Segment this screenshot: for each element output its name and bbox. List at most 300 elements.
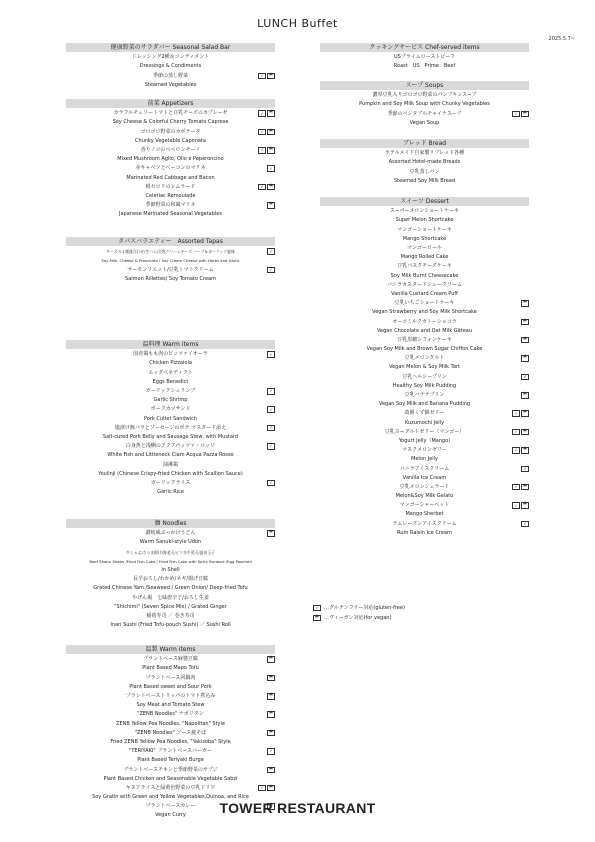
menu-item (320, 483, 529, 492)
menu-item-label: Vegan Soy Milk and Brown Sugar Chiffon Cake (366, 346, 483, 353)
menu-item-label: Mango Sherbet (405, 511, 444, 518)
menu-item-label: マンゴーショートケーキ (397, 226, 452, 233)
menu-item (66, 174, 275, 183)
menu-item-label: マンゴーシャーベット (399, 502, 450, 509)
menu-item (66, 488, 275, 497)
menu-item (320, 520, 529, 529)
menu-item-label: Vanilla Ice Cream (402, 474, 447, 481)
vegan-icon (521, 410, 529, 417)
menu-item (66, 62, 275, 71)
gluten-free-icon (258, 147, 266, 154)
menu-item-label: Beef Shabu Shabu /Fried Fish Cake / Fried Fish Cake with Spicy Burdock /Egg Poached (89, 558, 252, 564)
section-heading: 麺 Noodles (66, 519, 275, 528)
menu-item (66, 146, 275, 155)
menu-item-label: Garlic Rice (157, 489, 184, 496)
menu-item-label: 葛餅くず餅ゼリー (404, 410, 445, 417)
gluten-free-icon (258, 73, 266, 80)
menu-item (320, 168, 529, 177)
diet-icons (521, 319, 529, 326)
menu-item-label: ポークカツサンド (150, 406, 191, 413)
menu-item-label: Eggs Benedict (152, 378, 189, 385)
menu-item (66, 72, 275, 81)
legend-label: …グルテンフリー対応(gluten-free) (324, 605, 405, 611)
menu-item-label: 豆乳いちごショートケーキ (394, 300, 455, 307)
menu-item-label: プラントベースカレー (145, 803, 196, 810)
menu-section (66, 519, 275, 630)
menu-item-label: 季節の蒸し野菜 (152, 72, 188, 79)
menu-item (320, 363, 529, 372)
menu-item (320, 158, 529, 167)
section-heading: 温製 Warm items (66, 645, 275, 654)
menu-item (320, 299, 529, 308)
menu-item (66, 461, 275, 470)
menu-item-label: USプライムローストビーフ (394, 54, 455, 61)
menu-item-label: 豆乳蒸しパン (409, 168, 440, 175)
menu-item (320, 177, 529, 186)
gluten-free-icon (512, 502, 520, 509)
vegan-icon (521, 337, 529, 344)
menu-item (320, 318, 529, 327)
diet-icons (267, 730, 275, 737)
diet-icons (512, 502, 529, 509)
menu-item (66, 538, 275, 547)
vegan-icon (267, 656, 275, 663)
menu-item-label: マンゴーロール (407, 245, 442, 252)
menu-item (66, 557, 275, 566)
menu-item (320, 290, 529, 299)
vegan-icon (267, 147, 275, 154)
menu-item-label: Soy Gratin with Green and Yellow Vegetables,Quinoa, and Rice (92, 794, 249, 801)
menu-item-label: Vegan Strawberry and Soy Milk Shortcake (372, 309, 477, 316)
menu-item (66, 756, 275, 765)
menu-item (66, 210, 275, 219)
gluten-free-icon (521, 521, 529, 528)
diet-legend (313, 603, 405, 623)
gluten-free-icon (512, 484, 520, 491)
menu-item-label: ラムレーズンアイスクリーム (392, 520, 457, 527)
gluten-free-icon (512, 410, 520, 417)
menu-item (66, 451, 275, 460)
menu-item-label: チーズの４種盛合わせ/生ハム/豆乳クリームチーズ ハーブ＆ガーリック風味 (106, 249, 235, 255)
menu-item (66, 479, 275, 488)
menu-item (320, 244, 529, 253)
menu-item-label: 季節野菜の和風マリネ (145, 202, 196, 209)
section-heading: 温料理 Warm items (66, 340, 275, 349)
menu-item-label: 豆乳黒糖シフォンケーキ (397, 336, 452, 343)
diet-icons (267, 675, 275, 682)
menu-item-label: Mixed Mushroom Aglio, Olio e Peperoncino (117, 156, 224, 163)
menu-item-label: Mango Rolled Cake (400, 254, 449, 261)
menu-item-label: Mango Shortcake (402, 235, 447, 242)
menu-item (320, 354, 529, 363)
menu-item-label: 濃厚豆乳入りゴロゴロ野菜のパンプキンスープ (372, 92, 477, 99)
menu-item-label: Roast US Prime Beef (393, 63, 456, 70)
menu-item-label: Grated Chinese Yam /Seaweed / Green Onion/ Deep-fried Tofu (93, 585, 248, 592)
menu-item (320, 465, 529, 474)
menu-item-label: キヌアライスと緑黄色野菜の豆乳ドリア (125, 784, 216, 791)
menu-item (320, 437, 529, 446)
gluten-free-icon (258, 129, 266, 136)
menu-item-label: バニラアイスクリーム (399, 465, 450, 472)
diet-icons (521, 337, 529, 344)
menu-item (320, 409, 529, 418)
gluten-free-icon (267, 388, 275, 395)
menu-item-label: ガーリックシュリンプ (145, 388, 196, 395)
menu-item (320, 492, 529, 501)
menu-section (320, 139, 529, 186)
vegan-icon (267, 530, 275, 537)
menu-item (66, 109, 275, 118)
menu-item (66, 164, 275, 173)
gluten-free-icon (512, 111, 520, 118)
diet-icons (267, 480, 275, 487)
menu-item (66, 674, 275, 683)
menu-item (66, 575, 275, 584)
menu-item (66, 664, 275, 673)
menu-item-label: Plant Based Chicken and Seasonable Vegetable Sabzi (103, 775, 238, 782)
menu-item (66, 655, 275, 664)
menu-item-label: カラフルチェリートマトと豆乳チーズのカプレーゼ (113, 110, 228, 117)
menu-item (66, 747, 275, 756)
menu-item (66, 369, 275, 378)
menu-item (320, 382, 529, 391)
menu-item-label: マスクメロンゼリー (402, 447, 447, 454)
diet-icons (521, 392, 529, 399)
menu-item (66, 766, 275, 775)
menu-item-label: 豆乳バナナプリン (404, 392, 445, 399)
diet-icons (267, 767, 275, 774)
menu-item (320, 308, 529, 317)
menu-item (320, 235, 529, 244)
menu-item (66, 275, 275, 284)
vegan-icon (313, 615, 321, 622)
gluten-free-icon (267, 425, 275, 432)
menu-item (66, 387, 275, 396)
gluten-free-icon (267, 267, 275, 274)
menu-item-label: 豆乳ヨーグルトゼリー（マンゴー） (384, 428, 465, 435)
menu-item-label: 根セロリのレムラード (145, 183, 196, 190)
menu-section (66, 340, 275, 497)
menu-item-label: Plant Based Teriyaki Burge (137, 757, 204, 764)
menu-item (66, 692, 275, 701)
menu-item-label: Soy Milk Burnt Cheesecake (390, 272, 459, 279)
menu-date: 2025.5.7~ (548, 36, 575, 42)
menu-item-label: Youlinji (Chinese Crispy-fried Chicken with Scallion Sauce) (98, 470, 243, 477)
gluten-free-icon (267, 248, 275, 255)
menu-item-label: 讃岐風ぶっかけうどん (145, 530, 196, 537)
menu-item (66, 405, 275, 414)
diet-icons (512, 429, 529, 436)
menu-item-label: Soy Cheese & Colorful Cherry Tomato Caprese (112, 119, 229, 126)
menu-item (320, 428, 529, 437)
section-heading: タパスバラエティー Assorted Tapas (66, 237, 275, 246)
menu-item (66, 128, 275, 137)
menu-item-label: Vegan Chocolate and Oat Milk Gâteau (376, 327, 473, 334)
menu-item (66, 594, 275, 603)
diet-icons (521, 300, 529, 307)
menu-item (66, 192, 275, 201)
section-heading: 健康野菜のサラダバー Seasonal Salad Bar (66, 43, 275, 52)
menu-item (320, 207, 529, 216)
menu-item (66, 256, 275, 265)
section-heading: クッキングサービス Chef-served items (320, 43, 529, 52)
vegan-icon (521, 300, 529, 307)
menu-section (66, 645, 275, 821)
menu-item-label: 豆乳バスクチーズケーキ (397, 263, 452, 270)
gluten-free-icon (512, 429, 520, 436)
menu-item-label: 豆乳ヘルシープリン (402, 373, 447, 380)
menu-item-label: プラントベース麻婆豆腐 (143, 656, 198, 663)
diet-icons (258, 129, 275, 136)
menu-item (66, 529, 275, 538)
diet-icons (512, 410, 529, 417)
menu-item-label: Steamed Soy Milk Bread (393, 177, 456, 184)
vegan-icon (267, 202, 275, 209)
diet-icons (258, 184, 275, 191)
menu-item-label: Japanese Marinated Seasonal Vegetables (119, 211, 222, 218)
menu-section (66, 99, 275, 220)
menu-item-label: バニラカスタードシュークリーム (387, 281, 462, 288)
diet-icons (267, 443, 275, 450)
menu-item (320, 281, 529, 290)
page-title: LUNCH Buffet (257, 17, 338, 30)
diet-icons (521, 374, 529, 381)
section-heading: スープ Soups (320, 81, 529, 90)
menu-item (66, 137, 275, 146)
section-heading: ブレッド Bread (320, 139, 529, 148)
diet-icons (267, 693, 275, 700)
menu-item-label: Vanilla Custard Cream Puff (391, 290, 458, 297)
diet-icons (267, 248, 275, 255)
menu-item-label: Soy Milk, Cheese & Prosciutto / Soy Cream Cheese with Herbs and Garlic (101, 258, 240, 264)
menu-item-label: Vegan Curry (155, 812, 186, 819)
legend-row (313, 603, 405, 613)
diet-icons (267, 351, 275, 358)
menu-item (66, 396, 275, 405)
menu-item (320, 336, 529, 345)
menu-item (66, 683, 275, 692)
menu-item-label: Soy Meat and Tomato Stew (136, 702, 205, 709)
diet-icons (258, 147, 275, 154)
vegan-icon (267, 711, 275, 718)
menu-item-label: Pork Cutlet Sandwich (143, 415, 198, 422)
menu-item-label: Warm Sanuki-style Udon (139, 539, 202, 546)
gluten-free-icon (512, 447, 520, 454)
menu-item (320, 100, 529, 109)
menu-item (66, 775, 275, 784)
menu-item (66, 584, 275, 593)
diet-icons (521, 355, 529, 362)
diet-icons (267, 711, 275, 718)
gluten-free-icon (267, 165, 275, 172)
menu-item-label: Fried ZENB Yellow Pea Noodles, "Yakisoba" Style (110, 738, 231, 745)
menu-item (66, 784, 275, 793)
diet-icons (267, 425, 275, 432)
menu-item-label: Celeriac Remoulade (145, 192, 196, 199)
vegan-icon (521, 319, 529, 326)
menu-item (66, 442, 275, 451)
menu-item-label: 長芋おろし/わかめ/ネギ/揚げ豆腐 (132, 576, 209, 583)
menu-item (66, 433, 275, 442)
vegan-icon (267, 73, 275, 80)
menu-item (66, 415, 275, 424)
vegan-icon (267, 785, 275, 792)
menu-item-label: "TERIYAKI" プラントベースバーガー (129, 748, 212, 755)
menu-item (320, 262, 529, 271)
menu-item (320, 253, 529, 262)
vegan-icon (521, 502, 529, 509)
menu-item (66, 738, 275, 747)
menu-item (66, 729, 275, 738)
menu-item (320, 327, 529, 336)
menu-item-label: 香りノコのペペロンチーノ (140, 147, 201, 154)
menu-item (66, 710, 275, 719)
menu-item (320, 62, 529, 71)
menu-item (66, 81, 275, 90)
vegan-icon (267, 767, 275, 774)
gluten-free-icon (521, 466, 529, 473)
menu-item-label: "ZENB Noodles" ソース焼そば (134, 729, 207, 736)
diet-icons (258, 73, 275, 80)
menu-item (320, 149, 529, 158)
menu-item-label: ZENB Yellow Pea Noodles, "Napolitan" Style (116, 720, 225, 727)
vegan-icon (521, 429, 529, 436)
menu-item-label: 国産鶏もも肉のピッツァイオーラ (133, 351, 208, 358)
menu-item-label: 塩漬け豚バラとソーセージのポテ マスタード添え (114, 424, 227, 431)
diet-icons (267, 748, 275, 755)
menu-item (320, 345, 529, 354)
menu-item-label: Plant Based Mapo Tofu (142, 665, 199, 672)
section-heading: 前菜 Appetizers (66, 99, 275, 108)
menu-item (66, 566, 275, 575)
diet-icons (267, 656, 275, 663)
menu-item-label: プラントベース回鍋肉 (145, 674, 196, 681)
gluten-free-icon (267, 406, 275, 413)
menu-item-label: サーモンリエット/豆乳トマトクリーム (127, 266, 214, 273)
menu-item (320, 91, 529, 100)
menu-item-label: Garlic Shrimp (153, 397, 188, 404)
menu-item (66, 701, 275, 710)
menu-item-label: Kuzumochi Jelly (404, 419, 445, 426)
menu-item-label: Chunky Vegetable Caponata (135, 137, 206, 144)
vegan-icon (267, 730, 275, 737)
menu-item (320, 373, 529, 382)
menu-item-label: Super Melon Shortcake (395, 217, 454, 224)
menu-item-label: Salt-cured Pork Belly and Sausage Stew, with Mustard (102, 433, 239, 440)
vegan-icon (521, 111, 529, 118)
diet-icons (521, 521, 529, 528)
diet-icons (267, 406, 275, 413)
menu-item (66, 424, 275, 433)
menu-item-label: White Fish and Littleneck Clam Acqua Pazza Rosso (107, 452, 234, 459)
menu-item-label: ドレッシング2種＆コンディメント (131, 54, 210, 61)
vegan-icon (521, 484, 529, 491)
diet-icons (512, 447, 529, 454)
menu-item (320, 446, 529, 455)
menu-item-label: Chicken Pizzaiola (149, 360, 192, 367)
gluten-free-icon (258, 110, 266, 117)
menu-item (66, 266, 275, 275)
menu-section (320, 81, 529, 128)
menu-section (66, 43, 275, 90)
menu-item (66, 621, 275, 630)
menu-item-label: "Shichimi" (Seven Spice Mix) / Grated Ginger (114, 603, 227, 610)
menu-item-label: スーパーメロンショートケーキ (390, 208, 459, 215)
menu-item-label: 稲荷寿司 ／ 巻き寿司 (146, 612, 195, 619)
menu-item-label: Vegan Melon & Soy Milk Tart (389, 364, 460, 371)
diet-icons (267, 202, 275, 209)
menu-item-label: 牛しゃぶ/さつま揚げ/海老天/ピリ辛牛蒡天/温泉玉子 (126, 549, 215, 555)
menu-item (66, 548, 275, 557)
menu-item-label: ゴロゴロ野菜のカポナータ (140, 128, 201, 135)
menu-item-label: Melon Jelly (411, 456, 438, 463)
restaurant-logo: TOWER RESTAURANT (219, 800, 376, 816)
menu-item (320, 216, 529, 225)
menu-item (320, 53, 529, 62)
menu-item (66, 350, 275, 359)
gluten-free-icon (521, 374, 529, 381)
menu-item (66, 183, 275, 192)
menu-item-label: ガーリックライス (150, 479, 191, 486)
gluten-free-icon (267, 351, 275, 358)
menu-item (320, 400, 529, 409)
menu-section (320, 43, 529, 72)
menu-item (66, 247, 275, 256)
menu-item (320, 272, 529, 281)
gluten-free-icon (313, 605, 321, 612)
menu-item-label: Melon&Soy Milk Gelato (395, 493, 454, 500)
menu-item-label: やげん堀 七味唐辛子/おろし生姜 (132, 594, 209, 601)
diet-icons (512, 111, 529, 118)
menu-section (66, 237, 275, 284)
menu-item (320, 391, 529, 400)
menu-item-label: Dressings & Condiments (139, 63, 202, 70)
menu-item-label: Rum Raisin Ice Cream (397, 529, 452, 536)
menu-item (66, 201, 275, 210)
menu-item-label: ホテルメイド自家製リブレッド各種 (384, 150, 465, 157)
menu-item (66, 612, 275, 621)
vegan-icon (267, 184, 275, 191)
legend-label: …ヴィーガン対応(for vegan) (324, 615, 392, 621)
menu-item-label: プラントベースチキンと季節野菜のサブジ (123, 766, 218, 773)
menu-item-label: Steamed Vegetables (144, 81, 197, 88)
vegan-icon (267, 129, 275, 136)
menu-item-label: Inari Sushi (Fried Tofu-pouch Sushi) ／ Sushi Roll (110, 622, 231, 629)
vegan-icon (521, 392, 529, 399)
menu-item-label: in Shell (161, 567, 180, 574)
menu-item (320, 110, 529, 119)
menu-item (320, 501, 529, 510)
menu-item (320, 529, 529, 538)
diet-icons (521, 466, 529, 473)
menu-item (66, 603, 275, 612)
menu-item-label: 豆乳メロンタルト (404, 355, 445, 362)
vegan-icon (267, 110, 275, 117)
menu-item (66, 359, 275, 368)
menu-item-label: エッグベネディクト (148, 369, 193, 376)
diet-icons (267, 165, 275, 172)
menu-item-label: Plant Based sweet and Sour Pork (129, 683, 212, 690)
menu-item-label: Salmon Rillettes/ Soy Tomato Cream (125, 275, 216, 282)
menu-item-label: "ZENB Noodles" ナポリタン (137, 711, 204, 718)
menu-item (66, 720, 275, 729)
menu-item-label: Healthy Soy Milk Pudding (392, 382, 457, 389)
menu-item-label: 季節のベジタブルチャイナスープ (387, 110, 462, 117)
menu-item-label: Assorted Hotel-made Breads (388, 159, 461, 166)
vegan-icon (521, 355, 529, 362)
vegan-icon (521, 447, 529, 454)
menu-item-label: オーツミルクガトーショコラ (392, 318, 457, 325)
